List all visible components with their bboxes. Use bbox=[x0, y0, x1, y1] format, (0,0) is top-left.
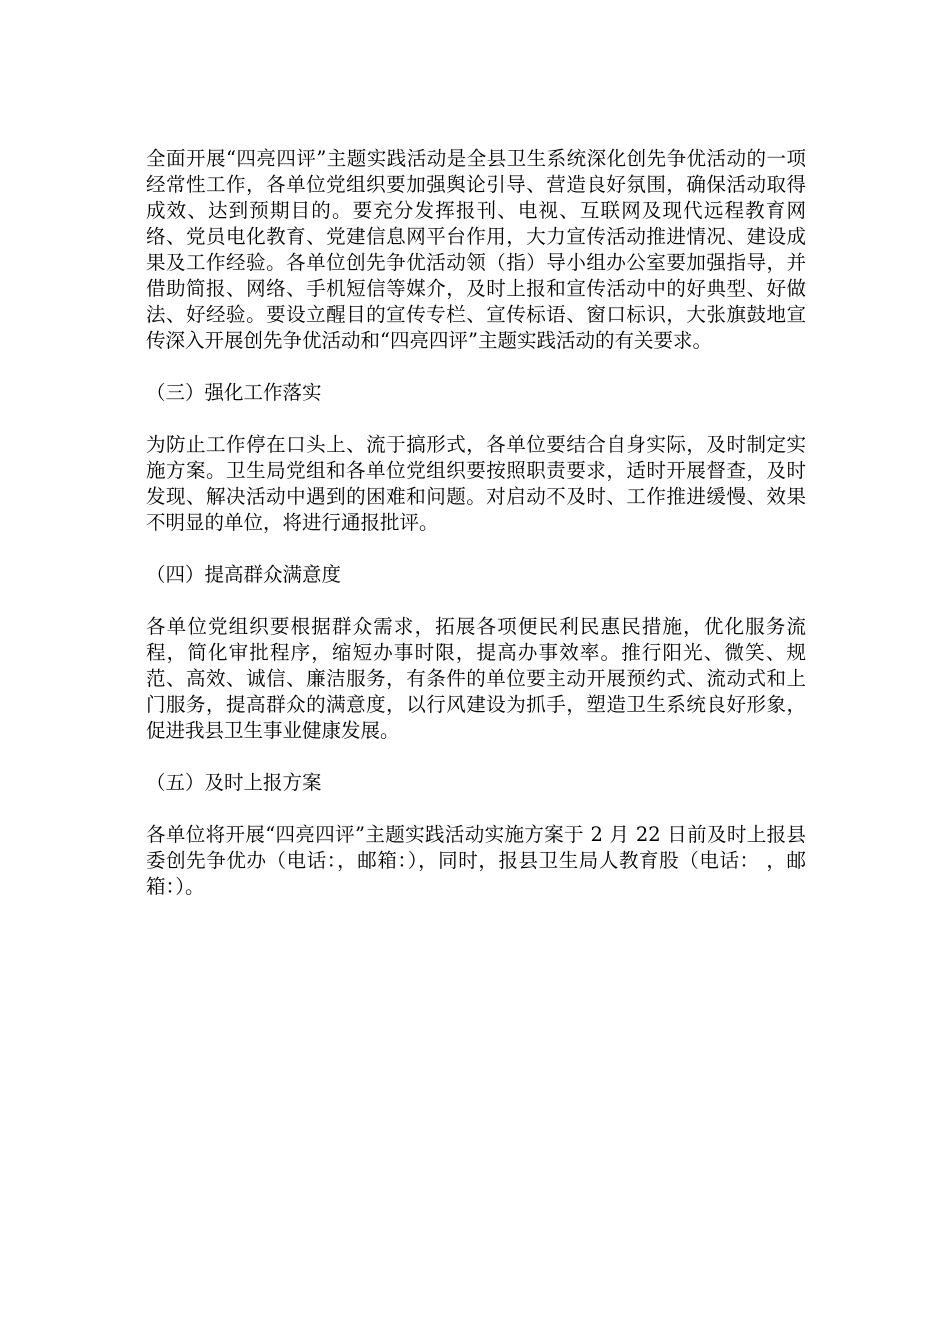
paragraph-spacer bbox=[146, 744, 806, 770]
paragraph-spacer bbox=[146, 588, 806, 614]
paragraph-spacer bbox=[146, 536, 806, 562]
paragraph-publicity: 全面开展“四亮四评”主题实践活动是全县卫生系统深化创先争优活动的一项经常性工作，各单位党组织要加强舆论引导、营造良好氛围，确保活动取得成效、达到预期目的。要充分发挥报刊、电视、互联网及现代远程教育网络、党员电化教育、党建信息网平台作用，大力宣传活动推进情况、建设成果及工作经验。各单位创先争优活动领（指）导小组办公室要加强指导，并借助简报、网络、手机短信等媒介，及时上报和宣传活动中的好典型、好做法、好经验。要设立醒目的宣传专栏、宣传标语、窗口标识，大张旗鼓地宣传深入开展创先争优活动和“四亮四评”主题实践活动的有关要求。 bbox=[146, 147, 806, 352]
paragraph-spacer bbox=[146, 796, 806, 822]
paragraph-spacer bbox=[146, 406, 806, 432]
document-body bbox=[146, 146, 806, 900]
paragraph-reporting: 各单位将开展“四亮四评”主题实践活动实施方案于 2 月 22 日前及时上报县委创先争优办（电话：，邮箱：），同时，报县卫生局人教育股（电话： ，邮箱：）。 bbox=[146, 823, 806, 898]
section-heading-3: （三）强化工作落实 bbox=[146, 381, 322, 404]
paragraph-implementation: 为防止工作停在口头上、流于搞形式，各单位要结合自身实际，及时制定实施方案。卫生局党组和各单位党组织要按照职责要求，适时开展督查，及时发现、解决活动中遇到的困难和问题。对启动不及时、工作推进缓慢、效果不明显的单位，将进行通报批评。 bbox=[146, 433, 806, 534]
section-heading-4: （四）提高群众满意度 bbox=[146, 563, 342, 586]
paragraph-spacer bbox=[146, 354, 806, 380]
section-heading-5: （五）及时上报方案 bbox=[146, 771, 322, 794]
paragraph-satisfaction: 各单位党组织要根据群众需求，拓展各项便民利民惠民措施，优化服务流程，简化审批程序，缩短办事时限，提高办事效率。推行阳光、微笑、规范、高效、诚信、廉洁服务，有条件的单位要主动开展预约式、流动式和上门服务，提高群众的满意度，以行风建设为抓手，塑造卫生系统良好形象，促进我县卫生事业健康发展。 bbox=[146, 615, 806, 742]
